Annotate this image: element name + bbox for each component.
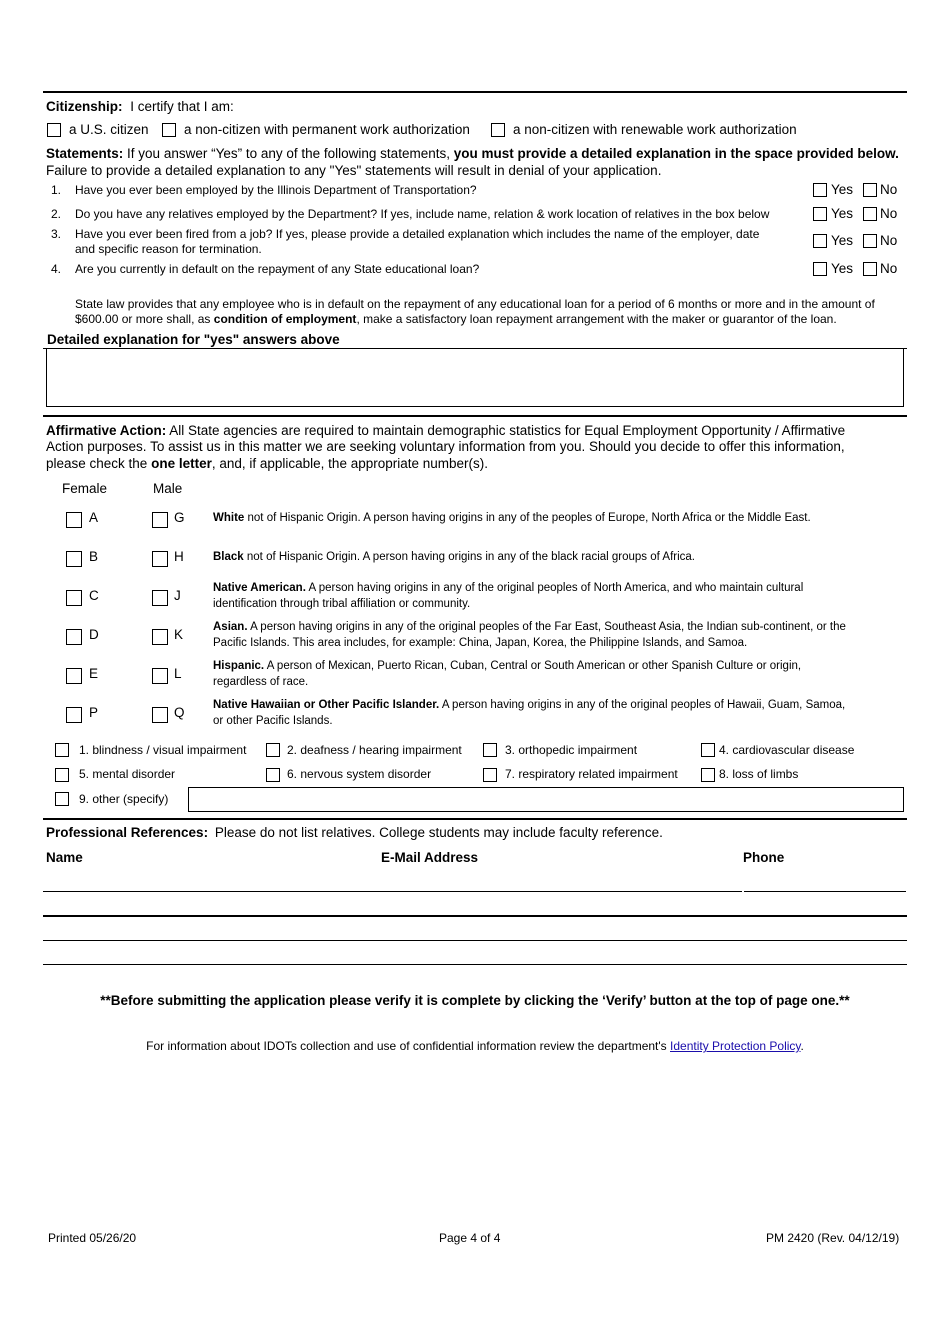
group-female-checkbox[interactable] (66, 512, 82, 528)
statement-1-num: 1. (51, 183, 62, 197)
references-heading (46, 825, 663, 840)
disability-6-label: 6. nervous system disorder (287, 767, 432, 781)
group-male-checkbox[interactable] (152, 707, 168, 723)
explanation-label: Detailed explanation for "yes" answers above (47, 332, 340, 347)
statement-4-yes-checkbox[interactable] (813, 262, 827, 276)
affirmative-label: Affirmative Action: (46, 423, 167, 438)
statements-label: Statements: (46, 146, 124, 161)
citizenship-permanent-checkbox[interactable] (162, 123, 176, 137)
statement-1-text: Have you ever been employed by the Illinois Department of Transportation? (75, 183, 477, 197)
disability-5-label: 5. mental disorder (79, 767, 176, 781)
other-specify-input[interactable] (188, 787, 904, 812)
group-male-checkbox[interactable] (152, 551, 168, 567)
footer-page-number: Page 4 of 4 (439, 1231, 501, 1245)
statement-1-no-checkbox[interactable] (863, 183, 877, 197)
footer-printed-date: Printed 05/26/20 (48, 1231, 137, 1245)
disability-1-checkbox[interactable] (55, 743, 69, 757)
group-female-checkbox[interactable] (66, 629, 82, 645)
group-male-letter: K (174, 627, 184, 642)
group-female-letter: E (89, 666, 99, 681)
reference-row-2-line[interactable] (43, 915, 907, 917)
identity-protection-policy-link[interactable]: Identity Protection Policy (670, 1039, 801, 1053)
statements-intro-text: If you answer “Yes” to any of the following statements, (127, 146, 450, 161)
citizenship-renewable-checkbox[interactable] (491, 123, 505, 137)
statements-bold-2: below. (857, 146, 899, 161)
female-column-header: Female (62, 481, 108, 496)
citizenship-permanent-label: a non-citizen with permanent work authorization (184, 122, 470, 137)
group-female-checkbox[interactable] (66, 590, 82, 606)
citizenship-renewable-label: a non-citizen with renewable work authorization (513, 122, 797, 137)
statement-2-text: Do you have any relatives employed by the Department? If yes, include name, relation & work location of relatives in the box below (75, 207, 770, 221)
citizenship-label: Citizenship: (46, 99, 123, 114)
group-description-line-2: identification through tribal affiliation or community. (213, 597, 471, 610)
loan-law-note-bold: condition of employment (213, 312, 357, 326)
group-title: White (213, 512, 245, 524)
disability-5-checkbox[interactable] (55, 768, 69, 782)
references-email-header: E-Mail Address (381, 850, 479, 865)
reference-row-4-line[interactable] (43, 964, 907, 965)
statement-2-num: 2. (51, 207, 62, 221)
references-phone-header: Phone (743, 850, 785, 865)
disability-9-checkbox[interactable] (55, 792, 69, 806)
group-title: Asian. (213, 621, 248, 633)
citizenship-us-label: a U.S. citizen (69, 122, 149, 137)
footer-form-number: PM 2420 (Rev. 04/12/19) (766, 1231, 900, 1245)
statement-4-num: 4. (51, 262, 62, 276)
explanation-textarea[interactable] (46, 348, 904, 407)
group-description: Native Hawaiian or Other Pacific Islander. A person having origins in any of the original peoples of Hawaii, Guam, Samoa, or other Pacific Islands. (213, 698, 905, 729)
loan-law-note-line-1: State law provides that any employee who is in default on the repayment of any educational loan for a period of 6 months or more and in the amount of (75, 297, 875, 311)
disability-7-checkbox[interactable] (483, 768, 497, 782)
group-female-letter: C (89, 588, 99, 603)
statement-2-yes-checkbox[interactable] (813, 207, 827, 221)
disability-4-checkbox[interactable] (701, 743, 715, 757)
statement-3-text-2: and specific reason for termination. (75, 242, 262, 256)
statement-1-no-label: No (880, 182, 898, 197)
references-label: Professional References: (46, 825, 209, 840)
group-male-checkbox[interactable] (152, 590, 168, 606)
statement-4-no-checkbox[interactable] (863, 262, 877, 276)
group-female-checkbox[interactable] (66, 551, 82, 567)
group-title: Native Hawaiian or Other Pacific Islander. (213, 699, 440, 711)
group-title: Black (213, 551, 244, 563)
group-title: Hispanic. (213, 660, 265, 672)
references-top-rule (43, 818, 907, 820)
privacy-text: For information about IDOTs collection and use of confidential information review the department's (146, 1039, 667, 1053)
statement-2-no-label: No (880, 206, 898, 221)
disability-3-label: 3. orthopedic impairment (505, 743, 638, 757)
group-male-letter: L (174, 666, 182, 681)
statement-4-no-label: No (880, 261, 898, 276)
statement-4-yes-label: Yes (831, 261, 854, 276)
group-description: Native American. A person having origins in any of the original peoples of North America, and who maintain cultural identification through tribal affiliation or community. (213, 581, 905, 612)
one-letter-emphasis: one letter (151, 456, 212, 471)
group-description: Asian. A person having origins in any of the original peoples of the Far East, Southeast Asia, the Indian sub-continent, or the Pacific Islands. This area includes, for example: China, Japan, Korea, the Philippine Islands, and Samoa. (213, 620, 905, 651)
affirmative-line-1: Affirmative Action: All State agencies are required to maintain demographic statistics for Equal Employment Opportunity / Affirmative (46, 423, 846, 438)
group-description-line-2: or other Pacific Islands. (213, 714, 333, 727)
reference-row-1-phone-line[interactable] (744, 891, 906, 892)
group-female-letter: B (89, 549, 99, 564)
statement-3-no-label: No (880, 233, 898, 248)
statement-1-yes-label: Yes (831, 182, 854, 197)
statements-bold-1: you must provide a detailed explanation in the space provided (453, 146, 854, 161)
disability-2-label: 2. deafness / hearing impairment (287, 743, 462, 757)
group-description-line-2: regardless of race. (213, 675, 309, 688)
statement-4-text: Are you currently in default on the repayment of any State educational loan? (75, 262, 480, 276)
statement-3-yes-label: Yes (831, 233, 854, 248)
group-male-letter: Q (174, 705, 185, 720)
disability-4-label: 4. cardiovascular disease (719, 743, 855, 757)
disability-2-checkbox[interactable] (266, 743, 280, 757)
references-note: Please do not list relatives. College students may include faculty reference. (214, 825, 663, 840)
disability-9-label: 9. other (specify) (79, 792, 169, 806)
reference-row-1-line[interactable] (43, 891, 742, 892)
statement-2-no-checkbox[interactable] (863, 207, 877, 221)
top-rule (43, 91, 907, 93)
citizenship-us-checkbox[interactable] (47, 123, 61, 137)
group-female-letter: P (89, 705, 99, 720)
verify-note: **Before submitting the application please verify it is complete by clicking the ‘Verify’ button at the top of page one.** (100, 993, 850, 1008)
disability-1-label: 1. blindness / visual impairment (79, 743, 247, 757)
group-female-checkbox[interactable] (66, 707, 82, 723)
loan-law-note-line-2: $600.00 or more shall, as condition of employment, make a satisfactory loan repayment arrangement with the maker or guarantor of the loan. (75, 312, 837, 326)
statement-2-yes-label: Yes (831, 206, 854, 221)
statement-3-num: 3. (51, 227, 62, 241)
disability-8-checkbox[interactable] (701, 768, 715, 782)
group-male-checkbox[interactable] (152, 629, 168, 645)
references-name-header: Name (46, 850, 83, 865)
citizenship-intro: I certify that I am: (130, 99, 234, 114)
group-male-checkbox[interactable] (152, 668, 168, 684)
disability-8-label: 8. loss of limbs (719, 767, 799, 781)
group-female-letter: A (89, 510, 99, 525)
disability-6-checkbox[interactable] (266, 768, 280, 782)
affirmative-top-rule (43, 415, 907, 417)
statement-3-yes-checkbox[interactable] (813, 234, 827, 248)
statement-3-no-checkbox[interactable] (863, 234, 877, 248)
statements-rest: Failure to provide a detailed explanation to any "Yes" statements will result in denial of your application. (46, 163, 662, 178)
group-male-letter: J (174, 588, 181, 603)
affirmative-line-3: please check the one letter, and, if applicable, the appropriate number(s). (46, 456, 489, 471)
disability-3-checkbox[interactable] (483, 743, 497, 757)
statement-3-text: Have you ever been fired from a job? If yes, please provide a detailed explanation which includes the name of the employer, date (75, 227, 760, 241)
group-description-line-2: Pacific Islands. This area includes, for example: China, Japan, Korea, the Philippine Islands, and Samoa. (213, 636, 748, 649)
reference-row-3-line[interactable] (43, 940, 907, 941)
privacy-note: For information about IDOTs collection and use of confidential information review the department's Identity Protection Policy. (146, 1039, 804, 1053)
male-column-header: Male (153, 481, 183, 496)
group-description: Black not of Hispanic Origin. A person having origins in any of the black racial groups of Africa. (213, 551, 695, 563)
group-male-checkbox[interactable] (152, 512, 168, 528)
group-description: Hispanic. A person of Mexican, Puerto Rican, Cuban, Central or South American or other Spanish Culture or origin, regardless of race. (213, 659, 905, 690)
group-female-letter: D (89, 627, 99, 642)
citizenship-heading (46, 99, 234, 114)
statements-intro (46, 145, 906, 179)
disability-7-label: 7. respiratory related impairment (505, 767, 678, 781)
statement-1-yes-checkbox[interactable] (813, 183, 827, 197)
affirmative-line-2: Action purposes. To assist us in this matter we are seeking voluntary information from you. Should you decide to offer this information, (46, 439, 845, 454)
group-male-letter: G (174, 510, 185, 525)
group-male-letter: H (174, 549, 184, 564)
group-title: Native American. (213, 582, 306, 594)
group-female-checkbox[interactable] (66, 668, 82, 684)
group-description: White not of Hispanic Origin. A person having origins in any of the peoples of Europe, North Africa or the Middle East. (213, 512, 811, 524)
